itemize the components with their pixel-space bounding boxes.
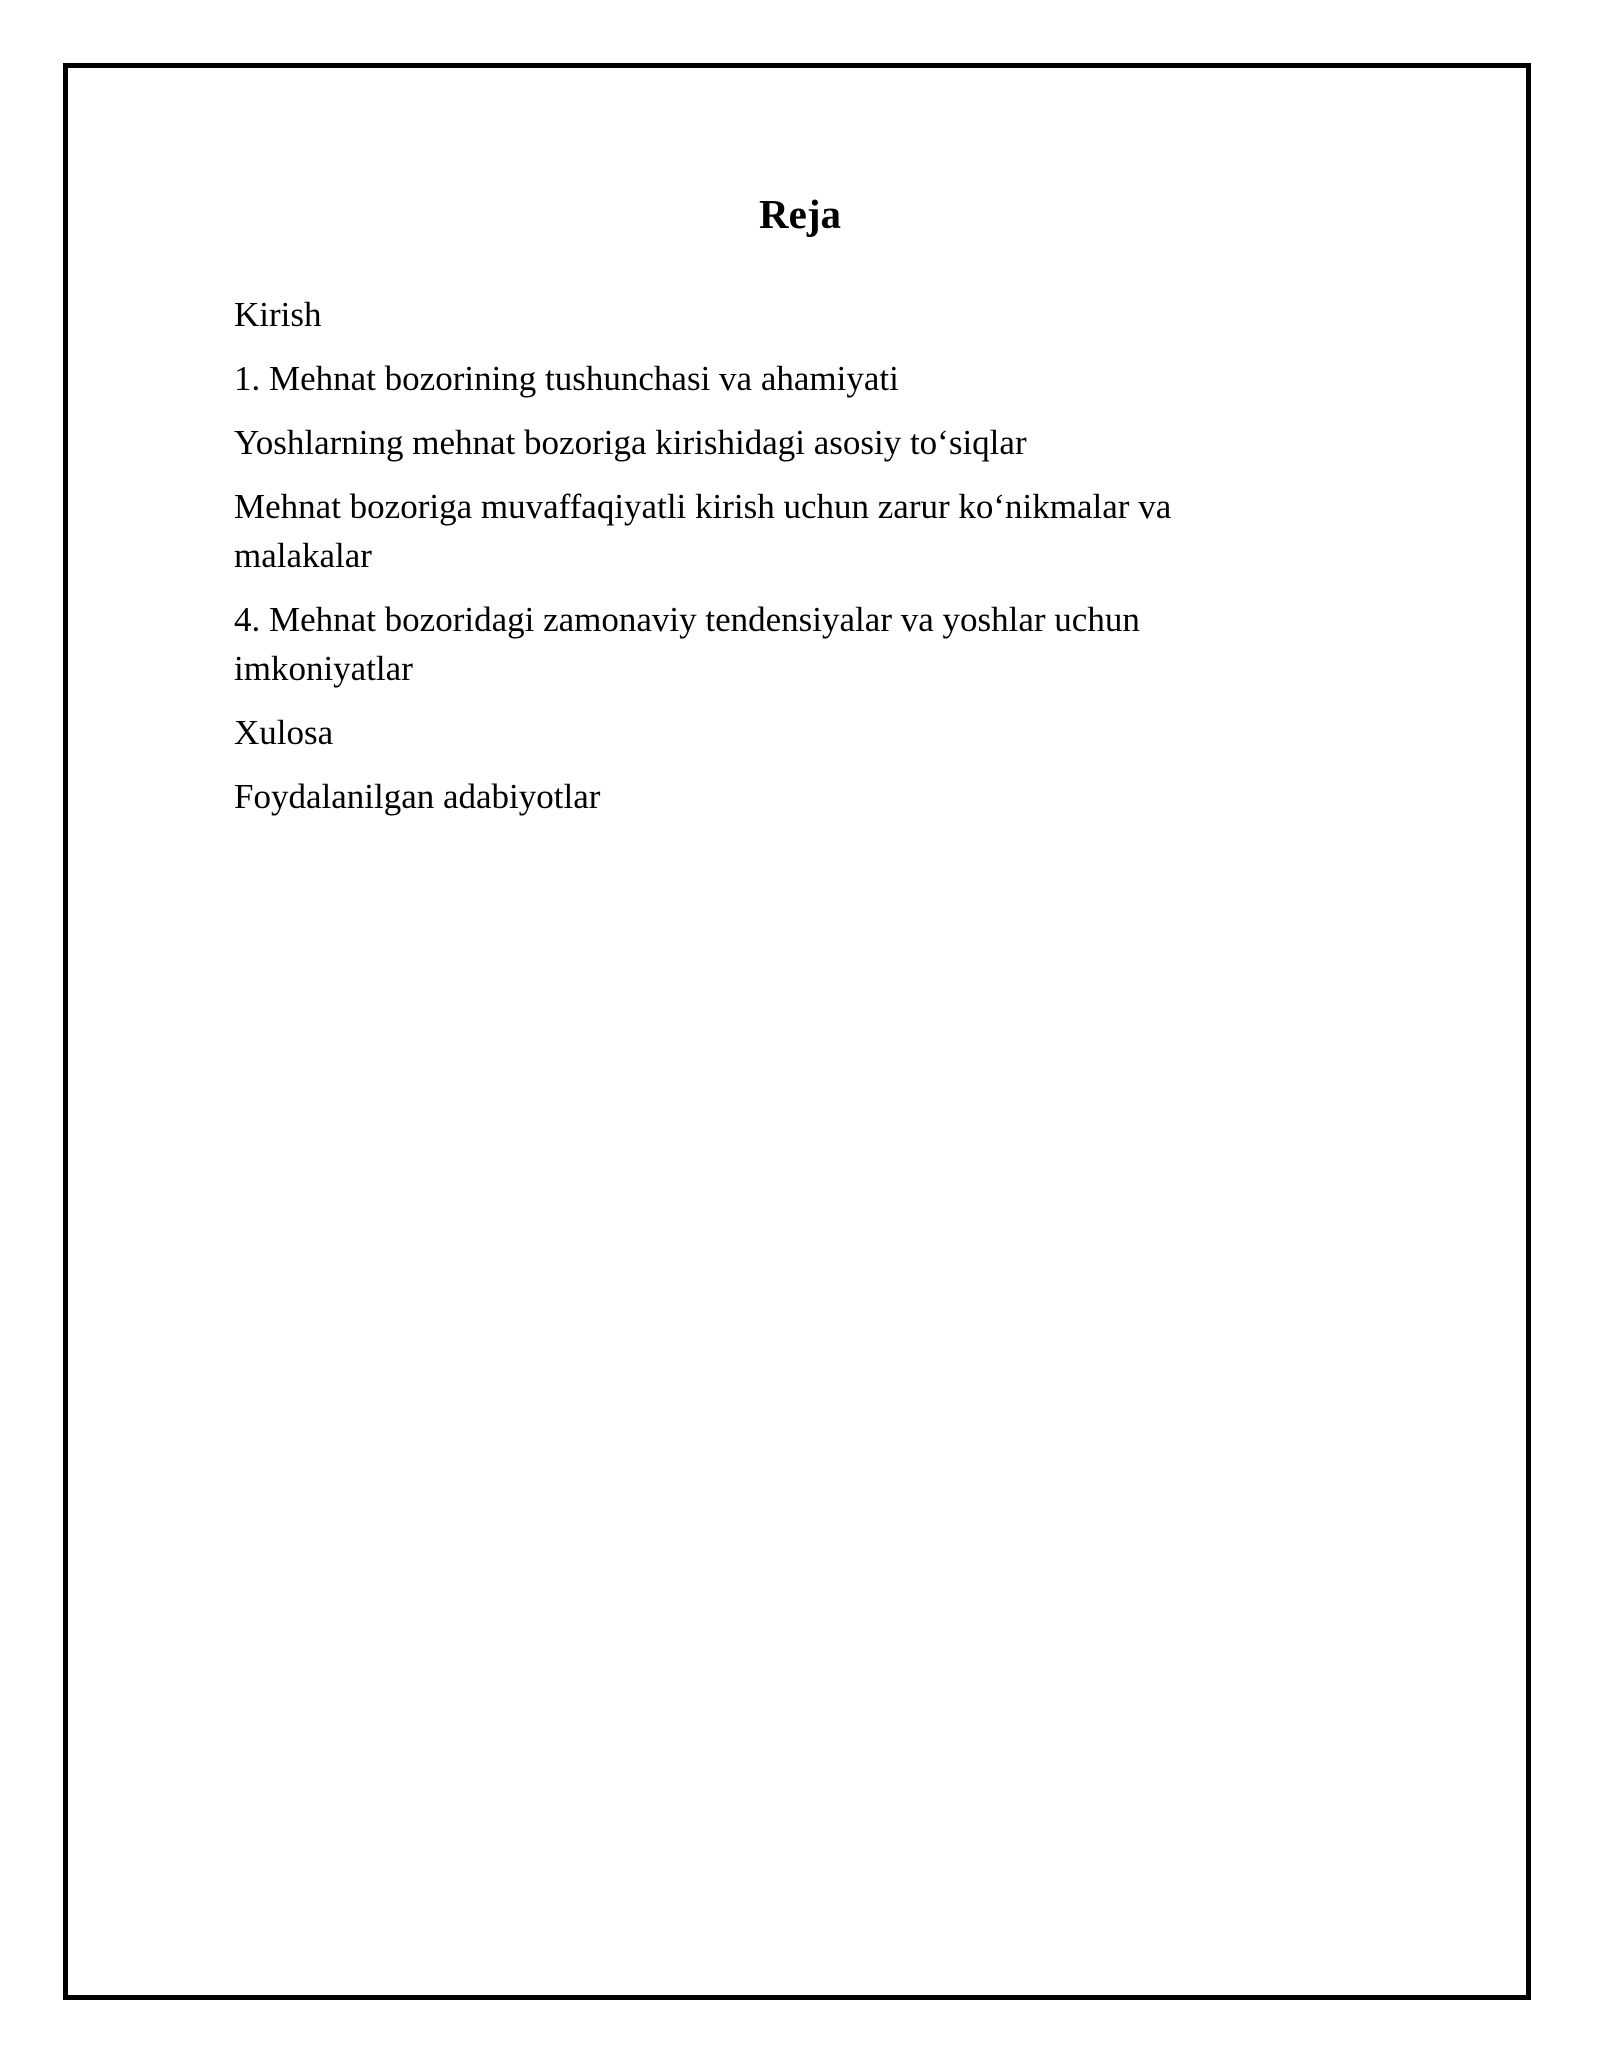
plan-item-introduction: Kirish — [234, 295, 322, 334]
plan-list — [234, 290, 1284, 836]
page-title: Reja — [759, 191, 841, 237]
plan-item-labor-market-concept: 1. Mehnat bozorining tushunchasi va ahamiyati — [234, 359, 899, 398]
plan-item-conclusion: Xulosa — [234, 713, 334, 752]
plan-item-skills: Mehnat bozoriga muvaffaqiyatli kirish uchun zarur ko‘nikmalar va malakalar — [234, 487, 1172, 575]
plan-item-youth-barriers: Yoshlarning mehnat bozoriga kirishidagi asosiy to‘siqlar — [234, 423, 1027, 462]
plan-item-references: Foydalanilgan adabiyotlar — [234, 777, 601, 816]
plan-item-trends: 4. Mehnat bozoridagi zamonaviy tendensiyalar va yoshlar uchun imkoniyatlar — [234, 600, 1140, 688]
